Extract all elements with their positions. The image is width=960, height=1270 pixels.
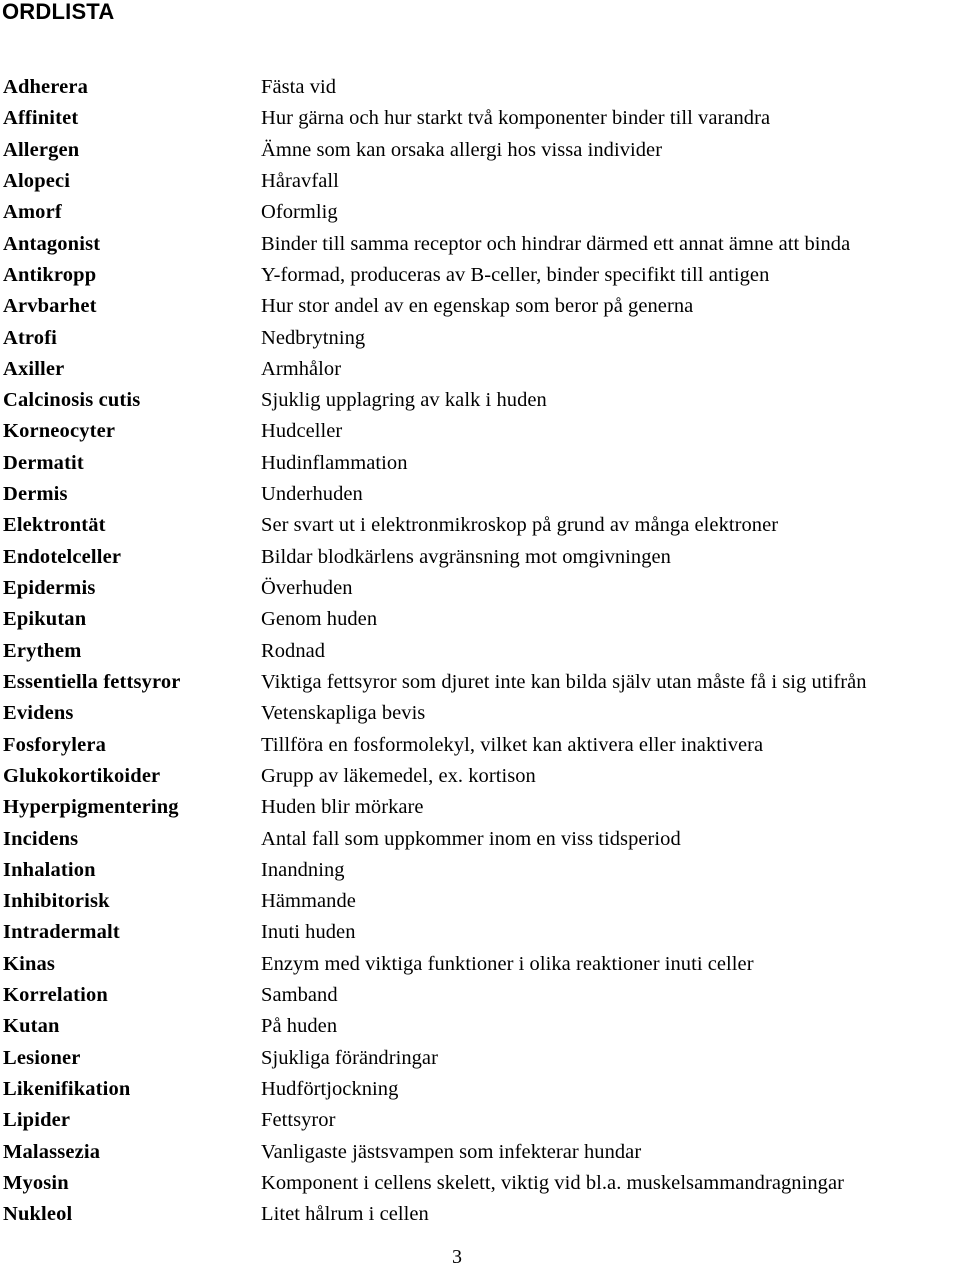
- glossary-entry: [0, 604, 960, 635]
- glossary-entry: [0, 792, 960, 823]
- glossary-term: Arvbarhet: [3, 295, 97, 318]
- glossary-definition: Viktiga fettsyror som djuret inte kan bilda själv utan måste få i sig utifrån: [261, 670, 867, 693]
- glossary-definition: Ser svart ut i elektronmikroskop på grund av många elektroner: [261, 514, 779, 537]
- glossary-definition: Inandning: [261, 858, 345, 881]
- glossary-entry: [0, 1168, 960, 1199]
- glossary-definition: Genom huden: [261, 608, 378, 631]
- glossary-definition: Sjuklig upplagring av kalk i huden: [261, 389, 547, 412]
- glossary-term: Epidermis: [3, 577, 96, 599]
- glossary-term: Dermatit: [3, 451, 84, 474]
- glossary-entry: [0, 229, 960, 260]
- glossary-definition: Fettsyror: [261, 1109, 336, 1132]
- glossary-definition: På huden: [261, 1015, 338, 1038]
- glossary-definition: Hudceller: [261, 420, 343, 443]
- glossary-term: Atrofi: [3, 326, 58, 349]
- glossary-entry: [0, 698, 960, 729]
- glossary-definition: Hudinflammation: [261, 451, 408, 474]
- glossary-term: Amorf: [3, 201, 62, 224]
- glossary-definition: Y-formad, produceras av B-celler, binder specifikt till antigen: [261, 263, 770, 286]
- glossary-definition: Hudförtjockning: [261, 1078, 399, 1100]
- glossary-definition: Enzym med viktiga funktioner i olika reaktioner inuti celler: [261, 952, 754, 975]
- glossary-entry: [0, 1011, 960, 1042]
- glossary-entry: [0, 980, 960, 1011]
- glossary-term: Kinas: [3, 952, 56, 975]
- glossary-term: Erythem: [3, 639, 82, 662]
- glossary-term: Kutan: [3, 1015, 60, 1038]
- glossary-entry: [0, 103, 960, 134]
- glossary-entry: [0, 260, 960, 291]
- glossary-definition: Armhålor: [261, 357, 342, 380]
- glossary-term: Affinitet: [3, 107, 79, 130]
- glossary-term: Korrelation: [3, 984, 108, 1007]
- glossary-term: Antikropp: [3, 263, 97, 286]
- glossary-definition: Ämne som kan orsaka allergi hos vissa individer: [261, 138, 663, 161]
- glossary-term: Alopeci: [3, 169, 71, 192]
- glossary-definition: Hämmande: [261, 890, 356, 913]
- glossary-entry: [0, 166, 960, 197]
- glossary-term: Incidens: [3, 827, 79, 850]
- glossary-entry: [0, 510, 960, 541]
- glossary-term: Inhalation: [3, 858, 96, 881]
- glossary-term: Calcinosis cutis: [3, 389, 141, 412]
- glossary-entry: [0, 323, 960, 354]
- glossary-term: Fosforylera: [3, 733, 106, 756]
- glossary-definition: Litet hålrum i cellen: [261, 1203, 429, 1226]
- glossary-definition: Tillföra en fosformolekyl, vilket kan aktivera eller inaktivera: [261, 733, 764, 756]
- glossary-term: Lesioner: [3, 1046, 81, 1069]
- glossary-entry: [0, 761, 960, 792]
- glossary-term: Lipider: [3, 1109, 71, 1132]
- glossary-entry: [0, 855, 960, 886]
- glossary-entry: [0, 1199, 960, 1230]
- glossary-term: Essentiella fettsyror: [3, 670, 181, 693]
- glossary-definition: Rodnad: [261, 639, 326, 662]
- glossary-definition: Underhuden: [261, 483, 363, 506]
- glossary-definition: Hur gärna och hur starkt två komponenter binder till varandra: [261, 107, 771, 130]
- glossary-entry: [0, 385, 960, 416]
- glossary-entry: [0, 1105, 960, 1136]
- glossary-term: Likenifikation: [3, 1078, 131, 1100]
- glossary-entry: [0, 354, 960, 385]
- glossary-definition: Binder till samma receptor och hindrar därmed ett annat ämne att binda: [261, 232, 851, 255]
- glossary-entry: [0, 72, 960, 103]
- glossary-definition: Sjukliga förändringar: [261, 1046, 438, 1069]
- glossary-entry: [0, 197, 960, 228]
- glossary-term: Elektrontät: [3, 514, 106, 537]
- glossary-entry: [0, 448, 960, 479]
- glossary-term: Hyperpigmentering: [3, 796, 179, 819]
- glossary-definition: Inuti huden: [261, 921, 356, 944]
- glossary-entry: [0, 416, 960, 447]
- glossary-entry: [0, 291, 960, 322]
- page-number: 3: [452, 1246, 462, 1268]
- glossary-term: Allergen: [3, 138, 80, 161]
- glossary-definition: Vanligaste jästsvampen som infekterar hundar: [261, 1140, 642, 1163]
- glossary-term: Dermis: [3, 483, 68, 506]
- glossary-entry: [0, 636, 960, 667]
- glossary-definition: Håravfall: [261, 169, 339, 192]
- glossary-definition: Oformlig: [261, 201, 338, 224]
- glossary-entry: [0, 1074, 960, 1105]
- glossary-entry: [0, 949, 960, 980]
- glossary-term: Antagonist: [3, 232, 101, 255]
- glossary-entry: [0, 542, 960, 573]
- glossary-term: Adherera: [3, 76, 89, 98]
- glossary-definition: Vetenskapliga bevis: [261, 702, 426, 725]
- glossary-entry: [0, 886, 960, 917]
- glossary-entry: [0, 135, 960, 166]
- glossary-term: Korneocyter: [3, 420, 116, 443]
- glossary-term: Axiller: [3, 357, 65, 380]
- glossary-definition: Komponent i cellens skelett, viktig vid bl.a. muskelsammandragningar: [261, 1171, 844, 1194]
- glossary-entry: [0, 730, 960, 761]
- glossary-definition: Bildar blodkärlens avgränsning mot omgivningen: [261, 545, 671, 568]
- glossary-term: Evidens: [3, 702, 74, 725]
- glossary-definition: Huden blir mörkare: [261, 796, 424, 819]
- glossary-term: Myosin: [3, 1171, 69, 1194]
- glossary-entry: [0, 824, 960, 855]
- glossary-definition: Samband: [261, 984, 338, 1007]
- glossary-entry: [0, 917, 960, 948]
- glossary-entry: [0, 667, 960, 698]
- page-title: ORDLISTA: [2, 0, 115, 24]
- glossary-term: Endotelceller: [3, 545, 122, 568]
- glossary-definition: Överhuden: [261, 577, 353, 599]
- glossary-definition: Nedbrytning: [261, 326, 366, 349]
- glossary-definition: Hur stor andel av en egenskap som beror på generna: [261, 295, 694, 318]
- glossary-term: Nukleol: [3, 1203, 73, 1226]
- glossary-definition: Grupp av läkemedel, ex. kortison: [261, 764, 536, 787]
- glossary-term: Intradermalt: [3, 921, 120, 944]
- glossary-term: Epikutan: [3, 608, 87, 631]
- glossary-term: Inhibitorisk: [3, 890, 110, 913]
- glossary-term: Malassezia: [3, 1140, 101, 1163]
- glossary-definition: Fästa vid: [261, 76, 337, 98]
- glossary-list: [0, 72, 960, 1231]
- glossary-definition: Antal fall som uppkommer inom en viss tidsperiod: [261, 827, 681, 850]
- glossary-entry: [0, 479, 960, 510]
- glossary-term: Glukokortikoider: [3, 764, 161, 787]
- glossary-entry: [0, 1043, 960, 1074]
- glossary-entry: [0, 573, 960, 604]
- glossary-entry: [0, 1137, 960, 1168]
